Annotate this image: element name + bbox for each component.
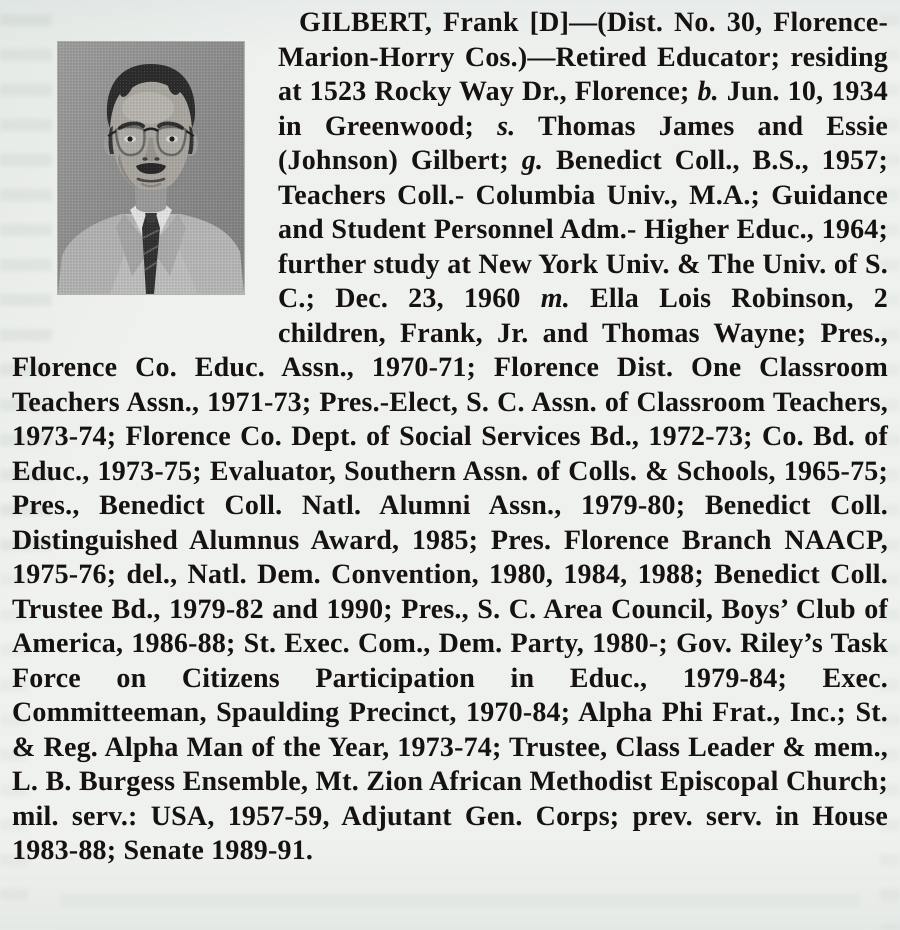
bleed-through-ghost-text (60, 880, 860, 930)
bio-abbreviation-italic: b. (697, 76, 719, 107)
bio-abbreviation-italic: s. (497, 110, 516, 142)
bio-abbreviation-italic: g. (521, 145, 544, 176)
bio-abbreviation-italic: m. (540, 283, 570, 314)
bio-text: Jun. 10, 1934 in Greenwood; (278, 76, 888, 142)
bio-text: Ella Lois Robinson, 2 children, Frank, Jr. and Thomas Wayne; Pres., Florence Co. Educ. Assn., 1970-71; Florence Dist. One Classroom Teachers Assn., 1971-73; Pres.-Elect, S. C. Assn. of Classroom Teachers, 1973-74; Florence Co. Dept. of Social Services Bd., 1972-73; Co. Bd. of Educ., 1973-75; Evaluator, Southern Assn. of Colls. & Schools, 1965-75; Pres., Benedict Coll. Natl. Alumni Assn., 1979-80; Benedict Coll. Distinguished Alumnus Award, 1985; Pres. Florence Branch NAACP, 1975-76; del., Natl. Dem. Convention, 1980, 1984, 1988; Benedict Coll. Trustee Bd., 1979-82 and 1990; Pres., S. C. Area Council, Boys’ Club of America, 1986-88; St. Exec. Com., Dem. Party, 1980-; Gov. Riley’s Task Force on Citizens Participation in Educ., 1979-84; Exec. Committeeman, Spaulding Precinct, 1970-84; Alpha Phi Frat., Inc.; St. & Reg. Alpha Man of the Year, 1973-74; Trustee, Class Leader & mem., L. B. Burgess Ensemble, Mt. Zion African Methodist Episcopal Church; mil. serv.: USA, 1957-59, Adjutant Gen. Corps; prev. serv. in House 1983-88; Senate 1989-91. (12, 283, 888, 866)
portrait-photo (58, 42, 244, 294)
bio-text: Benedict Coll., B.S., 1957; Teachers Coll.- Columbia Univ., M.A.; Guidance and Student Personnel Adm.- Higher Educ., 1964; further study at New York Univ. & The Univ. of S. C.; Dec. 23, 1960 (278, 145, 888, 314)
bio-text: Thomas James and Essie (Johnson) Gilbert; (278, 110, 888, 176)
portrait-photo-illustration (58, 42, 244, 294)
bio-text: GILBERT, Frank [D]—(Dist. No. 30, Florence-Marion-Horry Cos.)—Retired Educator; residing at 1523 Rocky Way Dr., Florence; (278, 7, 888, 107)
